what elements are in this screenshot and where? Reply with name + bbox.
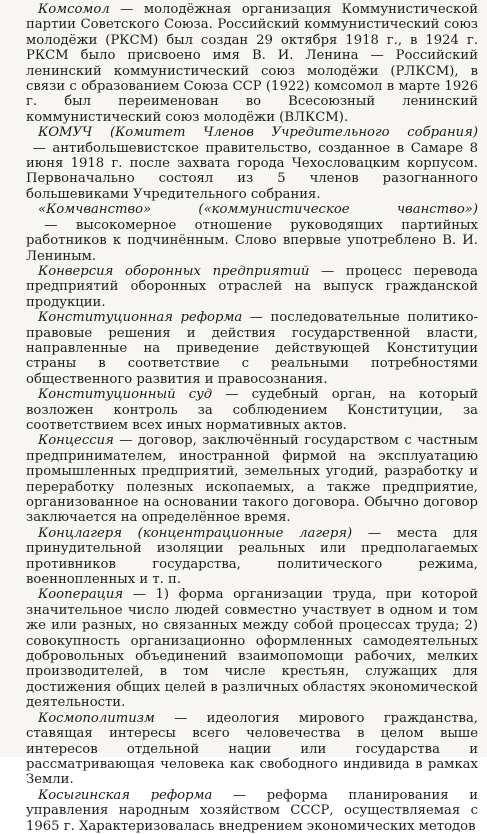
entry-term: Комсомол bbox=[38, 2, 110, 17]
entry-definition: последовательные политико-правовые решения и действия государственной власти, направленные на приведение действующей Конституции страны в соответствие с реальными потребностями общественного развития и правосознания. bbox=[26, 310, 478, 387]
entry-definition: 1) форма организации труда, при которой значительное число людей совместно участвует в одном и том же или разных, но связанных между собой процессах труда; 2) совокупность организационно оформленных самодеятельных добровольных объединений взаимопомощи рабочих, мелких производителей, в том числе крестьян, служащих для достижения общих целей в различных областях экономической деятельности. bbox=[26, 587, 478, 711]
glossary-entry-cooperation: Кооперация — 1) форма организации труда, при которой значительное число людей совместно участвует в одном и том же или разных, но связанных между собой процессах труда; 2) совокупность организационно оформленных самодеятельных добровольных объединений взаимопомощи рабочих, мелких производителей, в том числе крестьян, служащих для достижения общих целей в различных областях экономической деятельности. bbox=[26, 587, 478, 711]
glossary-entries bbox=[26, 2, 478, 834]
glossary-entry-concentration-camps: Концлагеря (концентрационные лагеря) — места для принудительной изоляции реальных или предполагаемых противников государства, политического режима, военнопленных и т. п. bbox=[26, 525, 478, 588]
entry-definition: идеология мирового гражданства, ставящая интересы всего человечества в целом выше интересов отдельной нации или государства и рассматривающая человека как свободного индивида в рамках Земли. bbox=[26, 710, 479, 788]
glossary-entry-komuch: КОМУЧ (Комитет Членов Учредительного собрания) — антибольшевистское правительство, созданное в Самаре 8 июня 1918 г. после захвата города Чехословацким корпусом. Первоначально состоял из 5 членов разогнанного большевиками Учредительного собрания. bbox=[26, 125, 478, 202]
entry-term: Конверсия оборонных предприятий bbox=[38, 263, 310, 279]
entry-definition: судебный орган, на который возложен контроль за соблюдением Конституции, за соответствием всех иных нормативных актов. bbox=[26, 387, 478, 433]
glossary-entry-kosygin-reform: Косыгинская реформа — реформа планирования и управления народным хозяйством СССР, осуществляемая с 1965 г. Характеризовалась внедрением экономических методов bbox=[26, 787, 478, 834]
entry-definition: антибольшевистское правительство, созданное в Самаре 8 июня 1918 г. после захвата города Чехословацким корпусом. Первоначально состоял из 5 членов разогнанного большевиками Учредительного собрания. bbox=[26, 140, 478, 202]
entry-term: Кооперация bbox=[38, 587, 124, 603]
entry-definition: высокомерное отношение руководящих партийных работников к подчинённым. Слово впервые употреблено В. И. Лениным. bbox=[26, 217, 478, 264]
entry-definition: реформа планирования и управления народным хозяйством СССР, осуществляемая с 1965 г. Характеризовалась внедрением экономических методов bbox=[26, 787, 478, 834]
entry-term: Конституционная реформа bbox=[38, 310, 243, 326]
entry-definition: договор, заключённый государством с частным предпринимателем, иностранной фирмой на эксплуатацию промышленных предприятий, земельных угодий, разработку и переработку полезных ископаемых, а также предприятие, организованное на основании такого договора. Обычно договор заключается на определённое время. bbox=[26, 433, 478, 526]
entry-term: Конституционный суд bbox=[38, 387, 213, 403]
glossary-entry-komchvanstvo: «Комчванство» («коммунистическое чванство») — высокомерное отношение руководящих партийных работников к подчинённым. Слово впервые употреблено В. И. Лениным. bbox=[26, 202, 478, 264]
entry-term: Концлагеря (концентрационные лагеря) bbox=[38, 525, 353, 541]
entry-definition: молодёжная организация Коммунистической партии Советского Союза. Российский коммунистический союз молодёжи (РКСМ) был создан 29 октября 1918 г., в 1924 г. РКСМ было присвоено имя В. И. Ленина — Российский ленинский коммунистический союз молодёжи (РЛКСМ), в связи с образованием Союза ССР (1922) комсомол в марте 1926 г. был переименован во Всесоюзный ленинский коммунистический союз молодёжи (ВЛКСМ). bbox=[26, 2, 479, 125]
entry-term: Косыгинская реформа bbox=[38, 787, 213, 803]
entry-term: Космополитизм bbox=[38, 710, 155, 726]
entry-term: Концессия bbox=[38, 433, 114, 449]
glossary-entry-komsomol: Комсомол — молодёжная организация Коммунистической партии Советского Союза. Российский коммунистический союз молодёжи (РКСМ) был создан 29 октября 1918 г., в 1924 г. РКСМ было присвоено имя В. И. Ленина — Российский ленинский коммунистический союз молодёжи (РЛКСМ), в связи с образованием Союза ССР (1922) комсомол в марте 1926 г. был переименован во Всесоюзный ленинский коммунистический союз молодёжи (ВЛКСМ). bbox=[26, 2, 479, 125]
glossary-entry-cosmopolitanism: Космополитизм — идеология мирового гражданства, ставящая интересы всего человечества в целом выше интересов отдельной нации или государства и рассматривающая человека как свободного индивида в рамках Земли. bbox=[26, 710, 479, 788]
glossary-entry-constitutional-court: Конституционный суд — судебный орган, на который возложен контроль за соблюдением Конституции, за соответствием всех иных нормативных актов. bbox=[26, 387, 478, 433]
glossary-entry-constitutional-reform: Конституционная реформа — последовательные политико-правовые решения и действия государственной власти, направленные на приведение действующей Конституции страны в соответствие с реальными потребностями общественного развития и правосознания. bbox=[26, 310, 478, 387]
entry-term: КОМУЧ (Комитет Членов Учредительного собрания) bbox=[38, 125, 478, 141]
entry-term: «Комчванство» («коммунистическое чванство») bbox=[38, 202, 478, 218]
entry-definition: места для принудительной изоляции реальных или предполагаемых противников государства, политического режима, военнопленных и т. п. bbox=[26, 525, 478, 588]
glossary-entry-conversion: Конверсия оборонных предприятий — процесс перевода предприятий оборонных отраслей на выпуск гражданской продукции. bbox=[26, 263, 479, 310]
entry-definition: процесс перевода предприятий оборонных отраслей на выпуск гражданской продукции. bbox=[26, 263, 479, 310]
glossary-entry-concession: Концессия — договор, заключённый государством с частным предпринимателем, иностранной фирмой на эксплуатацию промышленных предприятий, земельных угодий, разработку и переработку полезных ископаемых, а также предприятие, организованное на основании такого договора. Обычно договор заключается на определённое время. bbox=[26, 433, 478, 526]
